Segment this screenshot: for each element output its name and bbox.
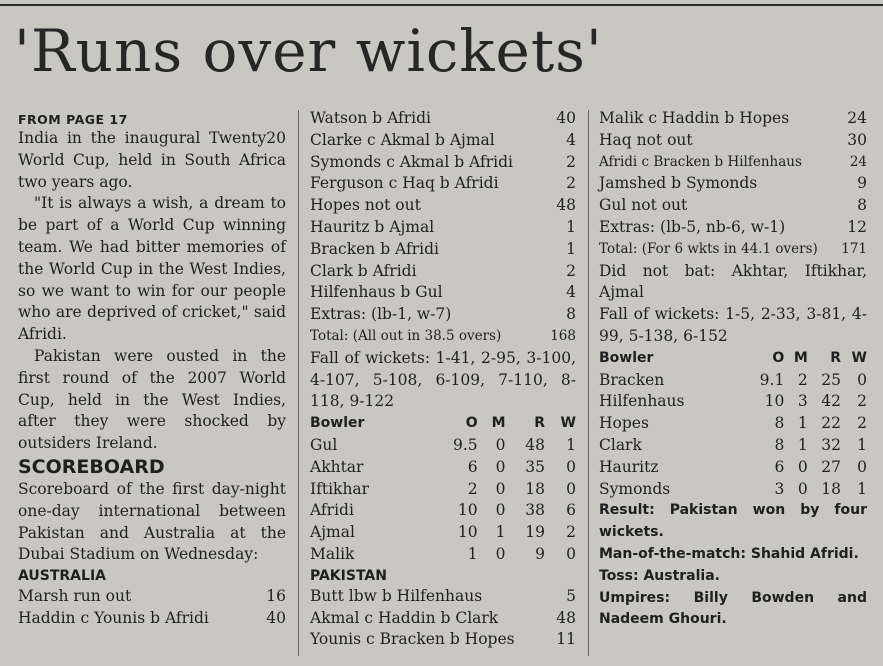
bowling-cell: 18: [821, 479, 841, 498]
bowling-cell: 8: [774, 414, 785, 433]
batsman-entry: Haq not out: [599, 130, 693, 149]
bowling-row: [310, 479, 576, 501]
bowling-cell: 10: [457, 523, 478, 542]
batting-row: [310, 217, 576, 239]
bowling-header-cell: M: [793, 349, 808, 366]
bowling-row: [310, 435, 576, 457]
column-3: [599, 108, 867, 631]
runs-value: 8: [566, 305, 576, 324]
bowling-cell: 32: [821, 435, 841, 454]
bowling-row: [310, 522, 576, 544]
bowling-cell: 6: [467, 457, 478, 476]
team-heading-pakistan: PAKISTAN: [310, 567, 387, 584]
bowling-cell: 18: [525, 479, 546, 498]
bowling-row: [599, 413, 867, 435]
bowling-cell: 9.5: [452, 435, 478, 454]
batting-row: [599, 195, 867, 217]
bowling-cell: 1: [797, 435, 808, 454]
bowling-cell: 0: [495, 544, 506, 563]
bowling-row: [599, 435, 867, 457]
bowling-header-cell: Bowler: [599, 349, 654, 366]
bowling-cell: 0: [495, 457, 506, 476]
batsman-entry: Total: (All out in 38.5 overs): [310, 327, 502, 344]
batsman-entry: Symonds c Akmal b Afridi: [310, 152, 513, 171]
bowling-cell: 0: [566, 544, 576, 563]
batting-row: [310, 195, 576, 217]
bowling-cell: 3: [797, 392, 808, 411]
runs-value: 48: [556, 608, 576, 627]
batsman-entry: Afridi c Bracken b Hilfenhaus: [599, 153, 802, 170]
batsman-entry: Extras: (lb-1, w-7): [310, 305, 452, 324]
bowling-table: [310, 413, 576, 566]
paragraph: India in the inaugural Twenty20 World Cup, held in South Africa two years ago.: [18, 129, 286, 191]
batting-row: [310, 326, 576, 348]
batsman-entry: Gul not out: [599, 196, 688, 215]
bowling-cell: 2: [797, 370, 808, 389]
bowling-cell: 0: [566, 457, 576, 476]
bowling-header-row: [310, 413, 576, 435]
bowling-cell: 0: [797, 479, 808, 498]
quote-paragraph: "It is always a wish, a dream to be part of a World Cup winning team. We had bitter memories of the World Cup in the West Indies, so we want to win for our people who are deprived of cricket," said Afridi.: [18, 194, 286, 344]
bowling-header-cell: W: [851, 349, 867, 366]
batsman-entry: Extras: (lb-5, nb-6, w-1): [599, 217, 786, 236]
runs-value: 1: [566, 217, 576, 236]
from-page-label: FROM PAGE 17: [18, 112, 128, 127]
bowling-cell: 0: [797, 457, 808, 476]
batting-row: [310, 108, 576, 130]
runs-value: 30: [847, 130, 867, 149]
bowling-row: [599, 457, 867, 479]
batting-row: [310, 130, 576, 152]
batting-row: [599, 239, 867, 261]
scoreboard-heading: SCOREBOARD: [18, 455, 165, 478]
team-heading-australia: AUSTRALIA: [18, 568, 106, 585]
bowling-cell: 0: [566, 479, 576, 498]
bowling-cell: 38: [525, 501, 546, 520]
bowling-cell: Ajmal: [310, 523, 355, 542]
batsman-entry: Akmal c Haddin b Clark: [310, 608, 499, 627]
batting-row: [310, 608, 576, 630]
batsman-entry: Hilfenhaus b Gul: [310, 283, 443, 302]
bowling-cell: 6: [566, 501, 576, 520]
bowling-header-row: [599, 348, 867, 370]
toss: Toss: Australia.: [599, 567, 720, 584]
bowling-cell: Hilfenhaus: [599, 392, 685, 411]
umpires: Umpires: Billy Bowden and Nadeem Ghouri.: [599, 589, 867, 628]
batsman-entry: Jamshed b Symonds: [599, 174, 758, 193]
result: Result: Pakistan won by four wickets.: [599, 502, 867, 541]
bowling-row: [310, 457, 576, 479]
runs-value: 24: [849, 153, 867, 170]
batsman-entry: Clark b Afridi: [310, 261, 417, 280]
batsman-entry: Watson b Afridi: [310, 109, 432, 127]
bowling-cell: 1: [495, 523, 506, 542]
batsman-entry: Malik c Haddin b Hopes: [599, 109, 790, 127]
top-rule: [0, 4, 883, 6]
bowling-header-cell: R: [534, 415, 546, 432]
column-divider: [588, 110, 589, 656]
runs-value: 4: [566, 130, 576, 149]
batsman-entry: Hauritz b Ajmal: [310, 217, 435, 236]
batting-list: [310, 586, 576, 651]
batting-row: [599, 152, 867, 174]
bowling-cell: 35: [525, 457, 546, 476]
batsman-entry: Total: (For 6 wkts in 44.1 overs): [599, 240, 818, 257]
bowling-header-cell: M: [491, 415, 506, 432]
bowling-cell: 22: [821, 414, 841, 433]
did-not-bat: Did not bat: Akhtar, Iftikhar, Ajmal: [599, 261, 867, 302]
runs-value: 2: [566, 174, 576, 193]
batsman-entry: Clarke c Akmal b Ajmal: [310, 130, 495, 149]
batsman-entry: Bracken b Afridi: [310, 239, 439, 258]
bowling-cell: 8: [774, 435, 785, 454]
runs-value: 9: [857, 174, 867, 193]
bowling-table: [599, 348, 867, 501]
scoreboard-intro: Scoreboard of the first day-night one-day international between Pakistan and Australia at the Dubai Stadium on Wednesday:: [18, 479, 286, 564]
bowling-cell: Iftikhar: [310, 479, 370, 498]
bowling-header-cell: R: [830, 349, 841, 366]
batsman-entry: Younis c Bracken b Hopes: [310, 630, 515, 649]
batsman-entry: Hopes not out: [310, 196, 421, 215]
bowling-cell: 1: [797, 414, 808, 433]
bowling-row: [310, 500, 576, 522]
bowling-cell: Hauritz: [599, 457, 659, 476]
bowling-cell: 0: [495, 501, 506, 520]
fall-of-wickets: Fall of wickets: 1-41, 2-95, 3-100, 4-107, 5-108, 6-109, 7-110, 8-118, 9-122: [310, 348, 576, 411]
bowling-cell: 3: [774, 479, 785, 498]
batting-list: [599, 108, 867, 261]
batting-row: [599, 217, 867, 239]
bowling-cell: 0: [495, 435, 506, 454]
bowling-cell: 48: [525, 435, 546, 454]
bowling-cell: Bracken: [599, 370, 665, 389]
batsman-entry: Ferguson c Haq b Afridi: [310, 174, 499, 193]
bowling-row: [310, 544, 576, 566]
bowling-row: [599, 479, 867, 501]
bowling-cell: 6: [774, 457, 785, 476]
bowling-row: [599, 370, 867, 392]
column-2: [310, 108, 576, 651]
bowling-row: [599, 391, 867, 413]
bowling-cell: 2: [857, 414, 867, 433]
bowling-cell: 1: [857, 479, 867, 498]
runs-value: 16: [266, 587, 286, 606]
bowling-header-cell: O: [772, 349, 785, 366]
bowling-cell: 2: [467, 479, 478, 498]
batting-row: [310, 282, 576, 304]
bowling-cell: Clark: [599, 435, 642, 454]
runs-value: 8: [857, 196, 867, 215]
bowling-cell: 0: [857, 457, 867, 476]
batting-row: [310, 152, 576, 174]
runs-value: 168: [550, 327, 576, 344]
bowling-cell: 25: [821, 370, 841, 389]
column-divider: [298, 110, 299, 656]
batting-row: [310, 586, 576, 608]
batting-row: [599, 130, 867, 152]
bowling-cell: Malik: [310, 544, 355, 563]
batting-row: [310, 629, 576, 651]
runs-value: 4: [566, 283, 576, 302]
fall-of-wickets: Fall of wickets: 1-5, 2-33, 3-81, 4-99, 5-138, 6-152: [599, 305, 867, 345]
batting-row: [310, 261, 576, 283]
bowling-header-cell: O: [465, 415, 478, 432]
bowling-cell: Afridi: [310, 501, 354, 520]
bowling-cell: 2: [857, 392, 867, 411]
headline: 'Runs over wickets': [14, 17, 603, 85]
bowling-cell: Akhtar: [310, 457, 364, 476]
batting-list: [310, 108, 576, 348]
batting-row: [599, 173, 867, 195]
bowling-cell: 2: [566, 523, 576, 542]
runs-value: 48: [556, 196, 576, 215]
runs-value: 12: [847, 217, 867, 236]
man-of-the-match: Man-of-the-match: Shahid Afridi.: [599, 545, 859, 562]
bowling-cell: 1: [566, 435, 576, 454]
batting-list: [18, 586, 286, 630]
bowling-cell: 10: [457, 501, 478, 520]
batsman-entry: Butt lbw b Hilfenhaus: [310, 586, 483, 605]
batsman-entry: Haddin c Younis b Afridi: [18, 608, 209, 627]
bowling-cell: Gul: [310, 435, 338, 454]
bowling-cell: 9: [535, 544, 546, 563]
bowling-cell: 0: [857, 370, 867, 389]
bowling-cell: 19: [525, 523, 546, 542]
runs-value: 2: [566, 152, 576, 171]
runs-value: 40: [556, 109, 576, 127]
batting-row: [18, 586, 286, 608]
bowling-cell: 0: [495, 479, 506, 498]
paragraph: Pakistan were ousted in the first round of the 2007 World Cup, held in the West Indies, after they were shocked by outsiders Ireland.: [18, 346, 286, 453]
bowling-cell: 1: [467, 544, 478, 563]
runs-value: 24: [847, 109, 867, 127]
runs-value: 11: [556, 630, 576, 649]
bowling-cell: 1: [857, 435, 867, 454]
runs-value: 40: [266, 608, 286, 627]
batting-row: [310, 239, 576, 261]
bowling-cell: 10: [764, 392, 785, 411]
bowling-cell: 42: [821, 392, 841, 411]
runs-value: 171: [841, 240, 867, 257]
batsman-entry: Marsh run out: [18, 587, 132, 606]
bowling-cell: 27: [821, 457, 841, 476]
column-1: [18, 108, 286, 630]
runs-value: 5: [566, 586, 576, 605]
batting-row: [310, 304, 576, 326]
batting-row: [310, 173, 576, 195]
batting-row: [599, 108, 867, 130]
runs-value: 1: [566, 239, 576, 258]
bowling-header-cell: W: [560, 415, 576, 432]
bowling-header-cell: Bowler: [310, 415, 365, 432]
bowling-cell: Symonds: [599, 479, 671, 498]
bowling-cell: Hopes: [599, 414, 649, 433]
bowling-cell: 9.1: [759, 370, 785, 389]
runs-value: 2: [566, 261, 576, 280]
batting-row: [18, 608, 286, 630]
